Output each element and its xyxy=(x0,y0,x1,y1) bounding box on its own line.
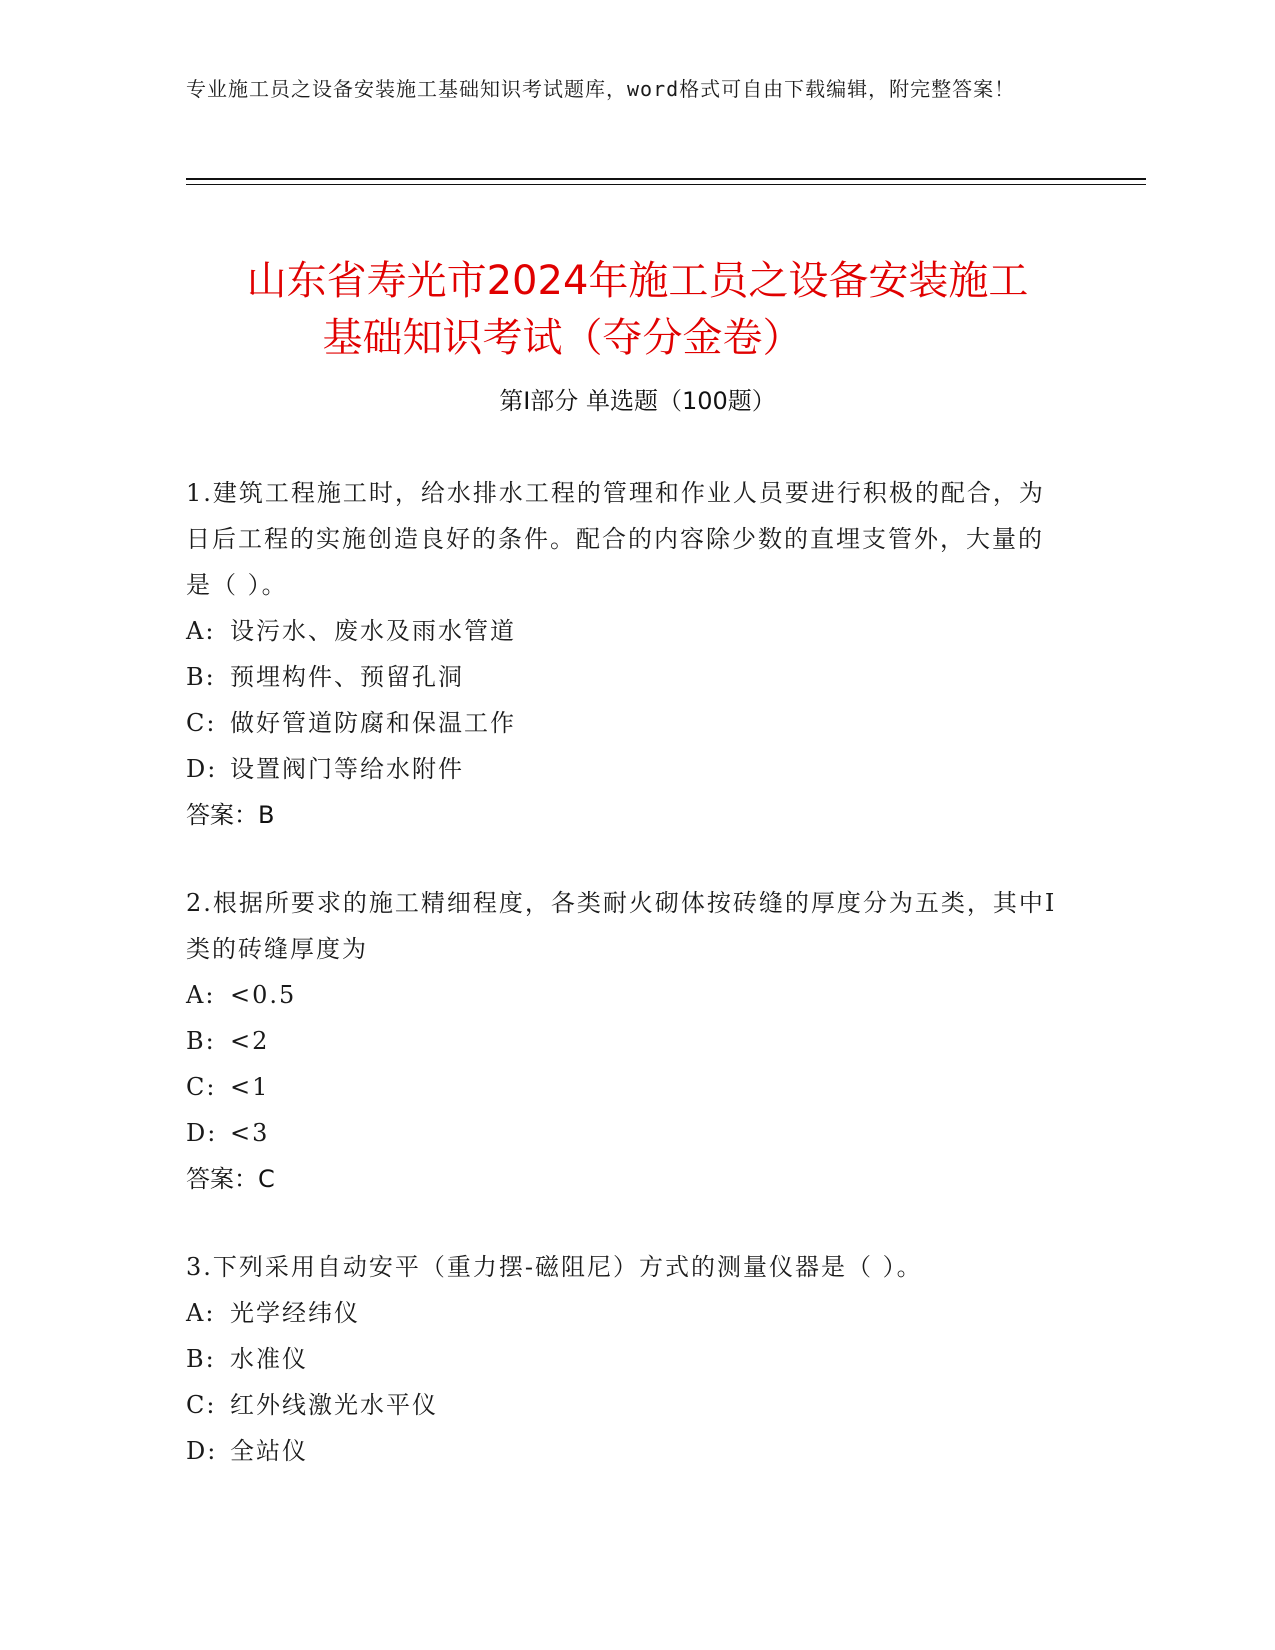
option-c xyxy=(186,700,1066,746)
option-letter: B: xyxy=(186,663,216,691)
option-a xyxy=(186,1290,1066,1336)
question-1 xyxy=(186,470,1066,838)
question-stem: 3.下列采用自动安平（重力摆-磁阻尼）方式的测量仪器是（ ）。 xyxy=(186,1253,923,1281)
document-title-line-1: 山东省寿光市2024年施工员之设备安装施工 xyxy=(246,257,1029,304)
question-stem: 2.根据所要求的施工精细程度，各类耐火砌体按砖缝的厚度分为五类，其中Ⅰ类的砖缝厚度为 xyxy=(186,889,1057,963)
option-letter: B: xyxy=(186,1027,216,1055)
option-text: <2 xyxy=(230,1027,270,1055)
option-letter: C: xyxy=(186,1073,217,1101)
option-text: 红外线激光水平仪 xyxy=(230,1391,438,1419)
option-letter: C: xyxy=(186,1391,217,1419)
option-letter: D: xyxy=(186,1119,218,1147)
option-letter: A: xyxy=(186,1299,216,1327)
document-title xyxy=(0,253,1275,367)
document-title-line-2: 基础知识考试（夺分金卷） xyxy=(322,314,803,361)
option-text: <0.5 xyxy=(230,981,297,1009)
option-text: 设置阀门等给水附件 xyxy=(230,755,464,783)
option-a xyxy=(186,608,1066,654)
option-letter: C: xyxy=(186,709,217,737)
option-d xyxy=(186,1428,1066,1474)
option-text: <3 xyxy=(230,1119,270,1147)
question-stem: 1.建筑工程施工时，给水排水工程的管理和作业人员要进行积极的配合，为日后工程的实施创造良好的条件。配合的内容除少数的直埋支管外，大量的是（ ）。 xyxy=(186,479,1045,599)
answer-line: 答案：C xyxy=(186,1165,275,1193)
option-d xyxy=(186,1110,1066,1156)
option-c xyxy=(186,1382,1066,1428)
option-c xyxy=(186,1064,1066,1110)
option-text: 设污水、废水及雨水管道 xyxy=(230,617,516,645)
answer-line: 答案：B xyxy=(186,801,275,829)
question-3 xyxy=(186,1244,1066,1474)
option-a xyxy=(186,972,1066,1018)
question-2 xyxy=(186,880,1066,1202)
question-list xyxy=(186,470,1066,1516)
header-note: 专业施工员之设备安装施工基础知识考试题库，word格式可自由下载编辑，附完整答案！ xyxy=(186,77,1016,101)
option-b xyxy=(186,1018,1066,1064)
option-text: <1 xyxy=(230,1073,270,1101)
option-letter: D: xyxy=(186,1437,218,1465)
option-text: 全站仪 xyxy=(230,1437,308,1465)
option-b xyxy=(186,654,1066,700)
section-heading: 第Ⅰ部分 单选题（100题） xyxy=(499,387,776,415)
header-divider-thin xyxy=(186,184,1146,185)
header-divider-thick xyxy=(186,178,1146,180)
option-d xyxy=(186,746,1066,792)
option-b xyxy=(186,1336,1066,1382)
option-letter: A: xyxy=(186,617,216,645)
option-letter: B: xyxy=(186,1345,216,1373)
option-text: 水准仪 xyxy=(230,1345,308,1373)
option-text: 做好管道防腐和保温工作 xyxy=(230,709,516,737)
option-text: 预埋构件、预留孔洞 xyxy=(230,663,464,691)
option-text: 光学经纬仪 xyxy=(230,1299,360,1327)
option-letter: A: xyxy=(186,981,216,1009)
option-letter: D: xyxy=(186,755,218,783)
